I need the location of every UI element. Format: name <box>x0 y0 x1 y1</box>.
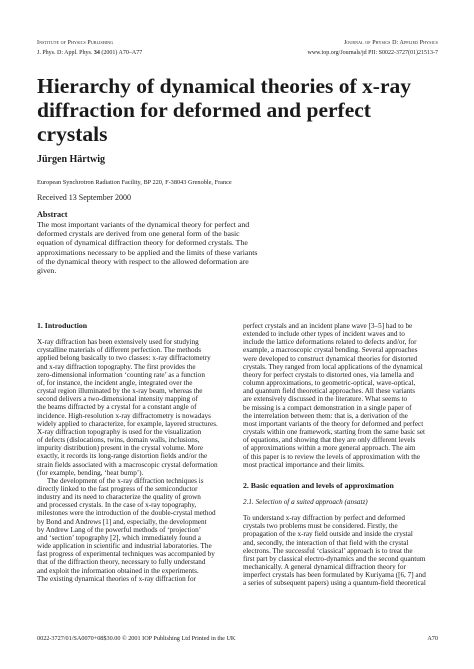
url-pii-header[interactable]: www.iop.org/Journals/jd PII: S0022-3727(01)21513-7 <box>307 50 438 56</box>
citation-prefix: J. Phys. D: Appl. Phys. <box>37 50 94 56</box>
text-line: X-ray diffraction topography is used for the visualization <box>37 427 202 436</box>
text-line: (for example, bending, ‘heat bump’). <box>37 468 144 477</box>
abstract-line: The most important variants of the dynamical theory for perfect and <box>37 220 250 229</box>
text-line: crystals within one framework, starting from the same basic set <box>243 428 426 437</box>
text-line: widely applied to characterize, for example, layered structures. <box>37 419 218 428</box>
text-line: most important variants of the theory for deformed and perfect <box>243 419 424 428</box>
text-line: of, for instance, the incident angle, integrated over the <box>37 378 193 387</box>
text-line: of defects (dislocations, twins, domain walls, inclusions, <box>37 436 200 445</box>
text-line: example, a macroscopic crystal bending. Several approaches <box>243 346 418 355</box>
text-line: and, secondly, the interaction of that field with the crystal <box>243 538 409 547</box>
text-line: are extensively discussed in the literature. What seems to <box>243 395 408 404</box>
intro-paragraph-2 <box>37 477 236 583</box>
abstract-line: given. <box>37 266 57 276</box>
text-line: propagation of the x-ray field outside and inside the crystal <box>243 530 413 539</box>
footer-copyright: 0022-3727/01/SA0070+08$30.00 © 2001 IOP Publishing Ltd Printed in the UK <box>37 635 236 642</box>
citation-suffix: (2001) A70–A77 <box>99 50 143 56</box>
text-line: of equations, and showing that they are only different levels <box>243 436 416 445</box>
text-line: crystal region illuminated by the x-ray beam, whereas the <box>37 387 203 396</box>
citation-header <box>37 50 142 57</box>
text-line: second delivers a two-dimensional intensity mapping of <box>37 395 198 404</box>
text-line: and ‘section’ topography [2], which immediately found a <box>37 533 201 542</box>
left-column <box>37 322 236 583</box>
spacer <box>243 469 442 482</box>
text-line: To understand x-ray diffraction by perfect and deformed <box>243 514 406 523</box>
right-column <box>243 322 442 588</box>
text-line: and processed crystals. In the case of x-ray topography, <box>37 501 197 510</box>
title-line: Hierarchy of dynamical theories of x-ray <box>37 74 411 98</box>
text-line: incidence. High-resolution x-ray diffractometry is nowadays <box>37 411 211 420</box>
abstract-body <box>37 220 337 275</box>
abstract-line: deformed crystals are derived from one general form of the basic <box>37 229 240 239</box>
text-line: were developed to construct dynamical theories for distorted <box>243 354 418 363</box>
text-line: of this paper is to review the levels of approximation with the <box>243 452 421 461</box>
paper-title <box>37 74 447 146</box>
text-line: crystals. They ranged from local applications of the dynamical <box>243 362 423 371</box>
text-line: electrons. The successful ‘classical’ approach is to treat the <box>243 546 413 555</box>
received-date: Received 13 September 2000 <box>37 193 131 202</box>
text-line: most practical importance and their limits. <box>243 460 365 469</box>
abstract-line: approximations necessary to be applied and the limits of these variants <box>37 247 258 257</box>
text-line: wide application in scientific and industrial laboratories. The <box>37 542 212 551</box>
text-line: mechanically. A general dynamical diffraction theory for <box>243 563 406 572</box>
text-line: the interrelation between them: that is, a derivation of the <box>243 411 408 420</box>
text-line: crystals two problems must be considered. Firstly, the <box>243 522 398 531</box>
spacer <box>243 506 442 514</box>
text-line: a series of subsequent papers) using a quantum-field theoretical <box>243 579 426 588</box>
section2-paragraph-1 <box>243 514 442 587</box>
text-line: the beams diffracted by a crystal for a constant angle of <box>37 403 197 412</box>
text-line: The development of the x-ray diffraction techniques is <box>47 476 204 485</box>
text-line: zero-dimensional information ‘counting rate’ as a function <box>37 370 205 379</box>
text-line: column approximations, to geometric-optical, wave-optical, <box>243 379 416 388</box>
text-line: industry and its need to characterize the quality of grown <box>37 493 201 502</box>
abstract-line: equation of dynamical diffraction theory for deformed crystals. The <box>37 238 248 248</box>
text-line: strain fields associated with a macroscopic crystal deformation <box>37 460 218 469</box>
intro-paragraph-3 <box>243 322 442 469</box>
section-heading-introduction: 1. Introduction <box>37 321 88 330</box>
publisher-header: Institute of Physics Publishing <box>37 40 114 46</box>
section-heading-basic-equation: 2. Basic equation and levels of approximation <box>243 480 394 490</box>
spacer <box>37 330 236 338</box>
text-line: that of the diffraction theory, necessary to fully understand <box>37 558 206 567</box>
text-line: extended to include other types of incident waves and to <box>243 330 405 339</box>
citation-volume: 34 <box>93 50 100 56</box>
journal-name-header: Journal of Physics D: Applied Physics <box>344 40 438 46</box>
text-line: first part by classical electro-dynamics and the second quantum <box>243 554 426 563</box>
text-line: crystalline materials of different perfection. The methods <box>37 346 201 355</box>
text-line: of approximations within a more general approach. The aim <box>243 444 416 453</box>
author-affiliation: European Synchrotron Radiation Facility, BP 220, F-38043 Grenoble, France <box>37 179 232 186</box>
text-line: be missing is a compact demonstration in a single paper of <box>243 403 412 412</box>
text-line: and quantum field theoretical approaches. All these variants <box>243 387 416 396</box>
abstract-line: of the dynamical theory with respect to the allowed deformation are <box>37 256 249 266</box>
text-line: milestones were the introduction of the double-crystal method <box>37 509 216 518</box>
text-line: X-ray diffraction has been extensively used for studying <box>37 338 199 347</box>
text-line: exactly, it records its long-range distortion fields and/or the <box>37 452 208 461</box>
text-line: perfect crystals and an incident plane wave [3–5] had to be <box>243 322 413 330</box>
title-line: crystals <box>37 122 108 146</box>
author-name: Jürgen Härtwig <box>37 154 106 165</box>
text-line: imperfect crystals has been formulated by Kuriyama ([6, 7] and <box>243 571 426 580</box>
page-number: A70 <box>427 635 438 642</box>
text-line: and x-ray diffraction topography. The first provides the <box>37 362 196 371</box>
text-line: and exploit the information obtained in the experiments. <box>37 566 199 575</box>
spacer <box>243 490 442 498</box>
intro-paragraph-1 <box>37 338 236 477</box>
text-line: impurity distribution) present in the crystal volume. More <box>37 444 204 453</box>
abstract-heading: Abstract <box>37 210 68 219</box>
text-line: by Bond and Andrews [1] and, especially, the development <box>37 517 207 526</box>
text-line: theory for perfect crystals to distorted ones, via lamella and <box>243 370 414 379</box>
text-line: applied belong basically to two classes: x-ray diffractometry <box>37 354 211 363</box>
text-line: by Andrew Lang of the powerful methods of ‘projection’ <box>37 525 202 534</box>
text-line: include the lattice deformations related to defects and/or, for <box>243 338 417 347</box>
text-line: The existing dynamical theories of x-ray diffraction for <box>37 574 196 583</box>
subsection-heading: 2.1. Selection of a suited approach (ansatz) <box>243 497 368 506</box>
text-line: fast progress of experimental techniques was accompanied by <box>37 550 215 559</box>
text-line: directly linked to the fast progress of the semiconductor <box>37 484 198 493</box>
title-line: diffraction for deformed and perfect <box>37 98 371 122</box>
